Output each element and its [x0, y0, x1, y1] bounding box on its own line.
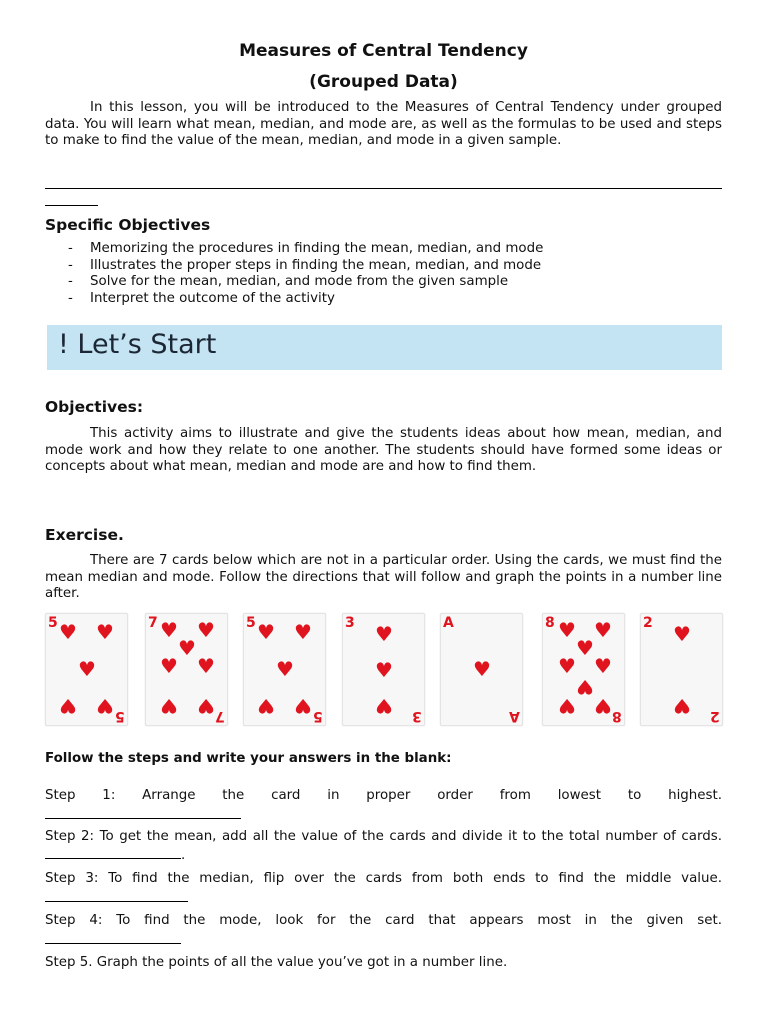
- step-3-text: Step 3: To find the median, flip over the cards from both ends to find the middle value.: [45, 871, 722, 886]
- card-2-hearts: [640, 613, 723, 726]
- steps-heading: Follow the steps and write your answers in the blank:: [45, 751, 452, 766]
- playing-cards: [45, 613, 725, 728]
- heart-icon: ♥: [375, 658, 393, 682]
- step-2-text: Step 2: To get the mean, add all the value of the cards and divide it to the total number of cards.: [45, 829, 722, 844]
- card-5-hearts: [45, 613, 128, 726]
- bullet-dash: -: [68, 257, 73, 273]
- heart-icon: ♥: [178, 636, 196, 660]
- specific-objectives-heading: Specific Objectives: [45, 216, 211, 234]
- exercise-paragraph: There are 7 cards below which are not in a particular order. Using the cards, we must find the mean median and mode. Follow the directions that will follow and graph the points in a number line after.: [45, 553, 722, 602]
- card-rank: 8: [545, 615, 555, 631]
- heart-icon: ♥: [576, 636, 594, 660]
- heart-icon: ♥: [375, 694, 393, 718]
- heart-icon: ♥: [257, 694, 275, 718]
- objectives-section: [45, 398, 722, 476]
- step-1-text: Step 1: Arrange the card in proper order from lowest to highest.: [45, 788, 722, 803]
- card-8-hearts: [542, 613, 625, 726]
- list-item: - Memorizing the procedures in finding the mean, median, and mode: [68, 241, 544, 256]
- step-1-answer-blank[interactable]: [45, 802, 241, 819]
- step-2-answer-blank[interactable]: [45, 846, 181, 859]
- heart-icon: ♥: [197, 654, 215, 678]
- banner-title: ! Let’s Start: [58, 329, 217, 360]
- card-rank-inverted: 7: [215, 708, 225, 724]
- heart-icon: ♥: [576, 675, 594, 699]
- step-5-text: Step 5. Graph the points of all the value you’ve got in a number line.: [45, 955, 508, 970]
- bullet-dash: -: [68, 290, 73, 306]
- divider-rule-continuation: [45, 205, 98, 206]
- page-subtitle: (Grouped Data): [309, 72, 458, 92]
- card-rank: 7: [148, 615, 158, 631]
- card-rank-inverted: 8: [612, 708, 622, 724]
- lets-start-banner: [47, 325, 722, 370]
- lesson-header: [45, 36, 722, 98]
- heart-icon: ♥: [160, 618, 178, 642]
- card-rank-inverted: 3: [412, 708, 422, 724]
- list-item: - Illustrates the proper steps in finding the mean, median, and mode: [68, 257, 542, 273]
- heart-icon: ♥: [257, 620, 275, 644]
- card-rank: A: [443, 615, 454, 631]
- heart-icon: ♥: [96, 620, 114, 644]
- step-2: [45, 829, 722, 864]
- step-2-period: .: [181, 847, 186, 863]
- heart-icon: ♥: [473, 657, 491, 681]
- card-rank: 5: [48, 615, 58, 631]
- exercise-section: [45, 526, 722, 603]
- card-5-hearts: [243, 613, 326, 726]
- card-7-hearts: [145, 613, 228, 726]
- heart-icon: ♥: [673, 622, 691, 646]
- heart-icon: ♥: [594, 618, 612, 642]
- heart-icon: ♥: [558, 654, 576, 678]
- heart-icon: ♥: [197, 618, 215, 642]
- page-title: Measures of Central Tendency: [239, 41, 528, 61]
- step-3-answer-blank[interactable]: [45, 885, 188, 902]
- intro-paragraph: In this lesson, you will be introduced to the Measures of Central Tendency under grouped data. You will learn what mean, median, and mode are, as well as the formulas to be used and steps to make to find the value of the mean, median, and mode in a given sample.: [45, 100, 722, 149]
- heart-icon: ♥: [294, 620, 312, 644]
- card-rank: 2: [643, 615, 653, 631]
- heart-icon: ♥: [160, 654, 178, 678]
- card-rank-inverted: 2: [710, 708, 720, 724]
- card-ace-hearts: [440, 613, 523, 726]
- heart-icon: ♥: [78, 657, 96, 681]
- heart-icon: ♥: [558, 694, 576, 718]
- card-rank: 5: [246, 615, 256, 631]
- heart-icon: ♥: [276, 657, 294, 681]
- heart-icon: ♥: [558, 618, 576, 642]
- heart-icon: ♥: [197, 694, 215, 718]
- specific-objectives-list: [45, 241, 722, 307]
- heart-icon: ♥: [294, 694, 312, 718]
- specific-objectives-section: [45, 216, 722, 307]
- objectives-paragraph: This activity aims to illustrate and give the students ideas about how mean, median, and mode work and how they relate to one another. The students should have formed some ideas or concepts about what mean, median and mode are and how to find them.: [45, 426, 722, 475]
- bullet-dash: -: [68, 274, 73, 290]
- objectives-heading: Objectives:: [45, 398, 144, 416]
- divider-rule: [45, 188, 722, 189]
- heart-icon: ♥: [673, 694, 691, 718]
- card-3-hearts: [342, 613, 425, 726]
- heart-icon: ♥: [594, 694, 612, 718]
- card-rank-inverted: A: [509, 708, 520, 724]
- heart-icon: ♥: [59, 694, 77, 718]
- heart-icon: ♥: [160, 694, 178, 718]
- step-4-answer-blank[interactable]: [45, 927, 181, 944]
- heart-icon: ♥: [594, 654, 612, 678]
- bullet-dash: -: [68, 241, 73, 256]
- heart-icon: ♥: [375, 622, 393, 646]
- heart-icon: ♥: [96, 694, 114, 718]
- heart-icon: ♥: [59, 620, 77, 644]
- list-item: - Interpret the outcome of the activity: [68, 290, 335, 306]
- card-rank-inverted: 5: [313, 708, 323, 724]
- card-rank-inverted: 5: [115, 708, 125, 724]
- step-4-text: Step 4: To find the mode, look for the card that appears most in the given set.: [45, 913, 722, 928]
- card-rank: 3: [345, 615, 355, 631]
- list-item: - Solve for the mean, median, and mode from the given sample: [68, 274, 509, 290]
- exercise-heading: Exercise.: [45, 526, 124, 544]
